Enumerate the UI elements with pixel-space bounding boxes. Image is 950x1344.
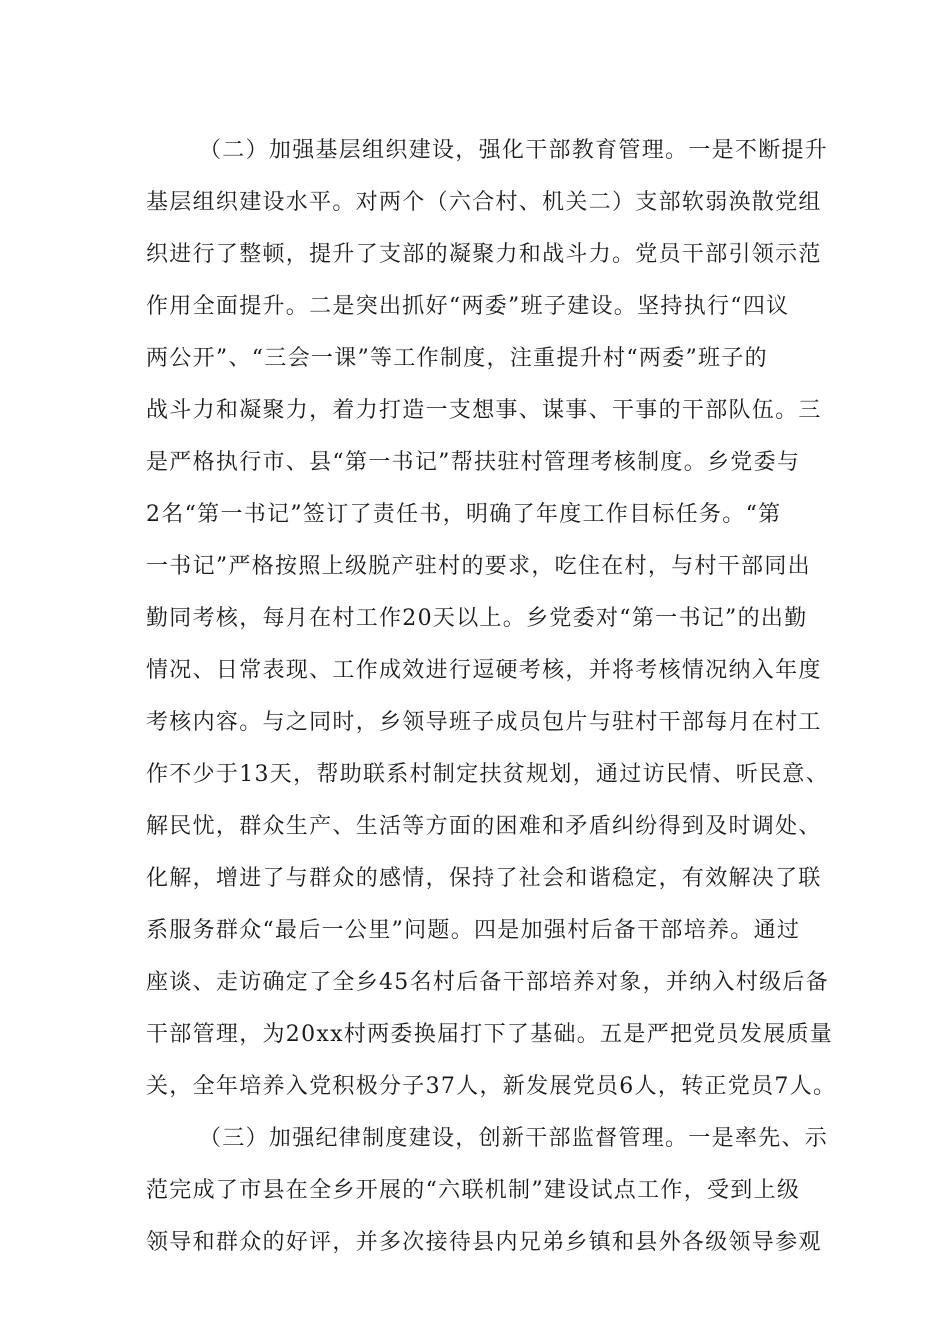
text-line: 解民忧，群众生产、生活等方面的困难和矛盾纠纷得到及时调处、 <box>146 814 822 839</box>
text-line: （二）加强基层组织建设，强化干部教育管理。一是不断提升 <box>199 138 829 163</box>
text-line: 基层组织建设水平。对两个（六合村、机关二）支部软弱涣散党组 <box>146 190 822 215</box>
text-line: 是严格执行市、县“第一书记”帮扶驻村管理考核制度。乡党委与 <box>146 450 801 475</box>
text-line: 一书记”严格按照上级脱产驻村的要求，吃住在村，与村干部同出 <box>146 554 811 579</box>
text-line: 领导和群众的好评，并多次接待县内兄弟乡镇和县外各级领导参观 <box>146 1230 822 1255</box>
text-line: 织进行了整顿，提升了支部的凝聚力和战斗力。党员干部引领示范 <box>146 242 822 267</box>
text-line: 作不少于13天，帮助联系村制定扶贫规划，通过访民情、听民意、 <box>146 762 829 787</box>
text-line: 系服务群众“最后一公里”问题。四是加强村后备干部培养。通过 <box>146 918 801 943</box>
text-line: 关，全年培养入党积极分子37人，新发展党员6人，转正党员7人。 <box>146 1074 837 1099</box>
text-line: 两公开”、“三会一课”等工作制度，注重提升村“两委”班子的 <box>146 346 768 371</box>
text-line: 勤同考核，每月在村工作20天以上。乡党委对“第一书记”的出勤 <box>146 606 808 631</box>
text-line: 2名“第一书记”签订了责任书，明确了年度工作目标任务。“第 <box>146 502 782 527</box>
text-line: （三）加强纪律制度建设，创新干部监督管理。一是率先、示 <box>199 1126 829 1151</box>
text-line: 情况、日常表现、工作成效进行逗硬考核，并将考核情况纳入年度 <box>146 658 822 683</box>
text-line: 干部管理，为20xx村两委换届打下了基础。五是严把党员发展质量 <box>146 1022 834 1047</box>
text-line: 座谈、走访确定了全乡45名村后备干部培养对象，并纳入村级后备 <box>146 970 829 995</box>
text-line: 考核内容。与之同时，乡领导班子成员包片与驻村干部每月在村工 <box>146 710 822 735</box>
text-line: 作用全面提升。二是突出抓好“两委”班子建设。坚持执行“四议 <box>146 294 790 319</box>
text-line: 化解，增进了与群众的感情，保持了社会和谐稳定，有效解决了联 <box>146 866 822 891</box>
text-line: 范完成了市县在全乡开展的“六联机制”建设试点工作，受到上级 <box>146 1178 801 1203</box>
text-line: 战斗力和凝聚力，着力打造一支想事、谋事、干事的干部队伍。三 <box>146 398 822 423</box>
